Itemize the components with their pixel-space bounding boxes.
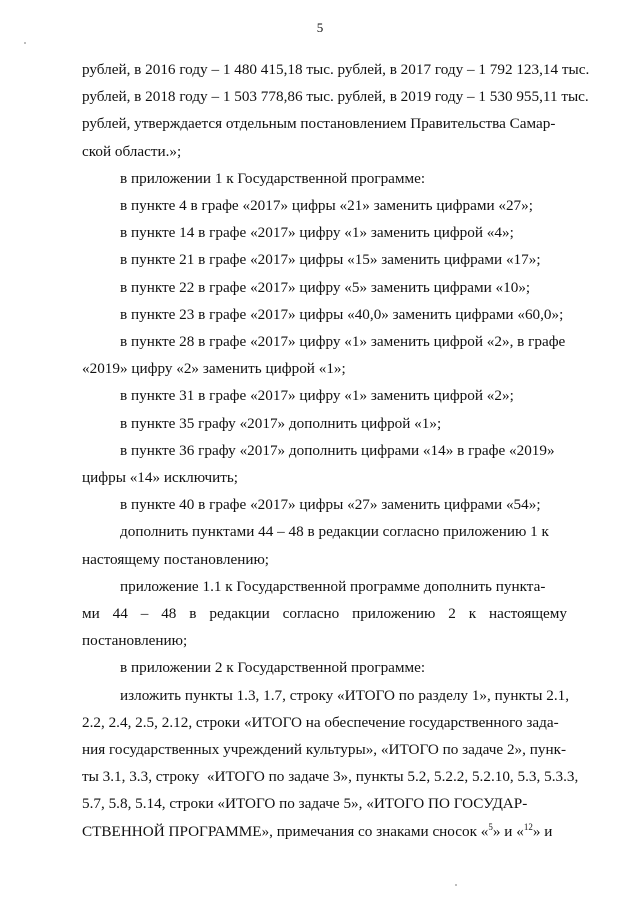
- text-line: [82, 355, 567, 382]
- paragraph-item-21: в пункте 21 в графе «2017» цифры «15» заменить цифрами «17»;: [120, 251, 541, 269]
- document-body: [82, 56, 590, 845]
- line-text: в пункте 28 в графе «2017» цифру «1» заменить цифрой «2», в графе: [120, 333, 566, 351]
- line-text: в пункте 36 графу «2017» дополнить цифрами «14» в графе «2019»: [120, 441, 555, 459]
- scan-artifact: [455, 884, 457, 886]
- line-text: «2019» цифру «2» заменить цифрой «1»;: [82, 360, 346, 378]
- text-line: [82, 818, 567, 845]
- paragraph-item-22: в пункте 22 в графе «2017» цифру «5» заменить цифрами «10»;: [120, 278, 531, 296]
- line-text: 5.7, 5.8, 5.14, строки «ИТОГО по задаче 5», «ИТОГО ПО ГОСУДАР-: [82, 795, 528, 813]
- line-text: 2.2, 2.4, 2.5, 2.12, строки «ИТОГО на обеспечение государственного зада-: [82, 713, 559, 731]
- footnote-marker: 12: [523, 821, 533, 832]
- line-text: цифры «14» исключить;: [82, 469, 239, 487]
- text-line: [82, 573, 567, 600]
- footnote-marker: 5: [488, 821, 493, 832]
- paragraph-item-36: [82, 437, 567, 491]
- text-line: [82, 437, 567, 464]
- text-line: [82, 709, 567, 736]
- line-text: рублей, в 2018 году – 1 503 778,86 тыс. рублей, в 2019 году – 1 530 955,11 тыс.: [82, 88, 589, 106]
- text-line: [82, 600, 567, 654]
- text-line: [82, 682, 570, 709]
- line-text: ния государственных учреждений культуры», «ИТОГО по задаче 2», пунк-: [82, 741, 567, 759]
- paragraph-appendix-1-1: [82, 573, 567, 655]
- line-text: рублей, в 2016 году – 1 480 415,18 тыс. рублей, в 2017 году – 1 792 123,14 тыс.: [82, 61, 590, 78]
- paragraph-item-23: в пункте 23 в графе «2017» цифры «40,0» заменить цифрами «60,0»;: [120, 305, 564, 323]
- line-text: ской области.»;: [82, 142, 182, 160]
- line-text: изложить пункты 1.3, 1.7, строку «ИТОГО по разделу 1», пункты 2.1,: [120, 686, 570, 704]
- paragraph-item-28: [82, 328, 567, 382]
- paragraph-item-31: в пункте 31 в графе «2017» цифру «1» заменить цифрой «2»;: [120, 387, 514, 405]
- text-line: [82, 83, 589, 110]
- paragraph-item-40: в пункте 40 в графе «2017» цифры «27» заменить цифрами «54»;: [120, 496, 541, 514]
- text-line: [82, 110, 567, 137]
- line-text: приложение 1.1 к Государственной программе дополнить пункта-: [120, 577, 546, 595]
- text-line: [82, 736, 567, 763]
- text-line: [82, 518, 567, 545]
- paragraph-appendix-2-intro: в приложении 2 к Государственной программе:: [120, 659, 426, 677]
- line-text: СТВЕННОЙ ПРОГРАММЕ», примечания со знаками сносок «$^5$» и «$^{12}$» и: [82, 821, 553, 840]
- paragraph-budget-continuation: [82, 56, 590, 165]
- text-line: [82, 763, 579, 790]
- text-line: [82, 56, 590, 83]
- line-text: ты 3.1, 3.3, строку «ИТОГО по задаче 3», пункты 5.2, 5.2.2, 5.2.10, 5.3, 5.3.3,: [82, 768, 579, 786]
- text-line: [82, 464, 567, 491]
- line-text: настоящему постановлению;: [82, 550, 270, 568]
- text-line: [82, 138, 567, 165]
- page-number: 5: [316, 20, 324, 35]
- paragraph-item-4: в пункте 4 в графе «2017» цифры «21» заменить цифрами «27»;: [120, 197, 533, 215]
- line-text: ми 44 – 48 в редакции согласно приложению 2 к настоящему постановлению;: [82, 605, 567, 650]
- paragraph-appendix-1-intro: в приложении 1 к Государственной программе:: [120, 169, 426, 187]
- text-line: [82, 328, 567, 355]
- paragraph-item-35: в пункте 35 графу «2017» дополнить цифрой «1»;: [120, 414, 442, 432]
- line-text: рублей, утверждается отдельным постановлением Правительства Самар-: [82, 115, 556, 133]
- paragraph-add-items: [82, 518, 567, 572]
- paragraph-item-14: в пункте 14 в графе «2017» цифру «1» заменить цифрой «4»;: [120, 224, 514, 242]
- paragraph-restate-items: [82, 682, 579, 845]
- text-line: [82, 790, 567, 817]
- scan-artifact: [24, 42, 26, 44]
- line-text: дополнить пунктами 44 – 48 в редакции согласно приложению 1 к: [120, 523, 549, 541]
- text-line: [82, 546, 567, 573]
